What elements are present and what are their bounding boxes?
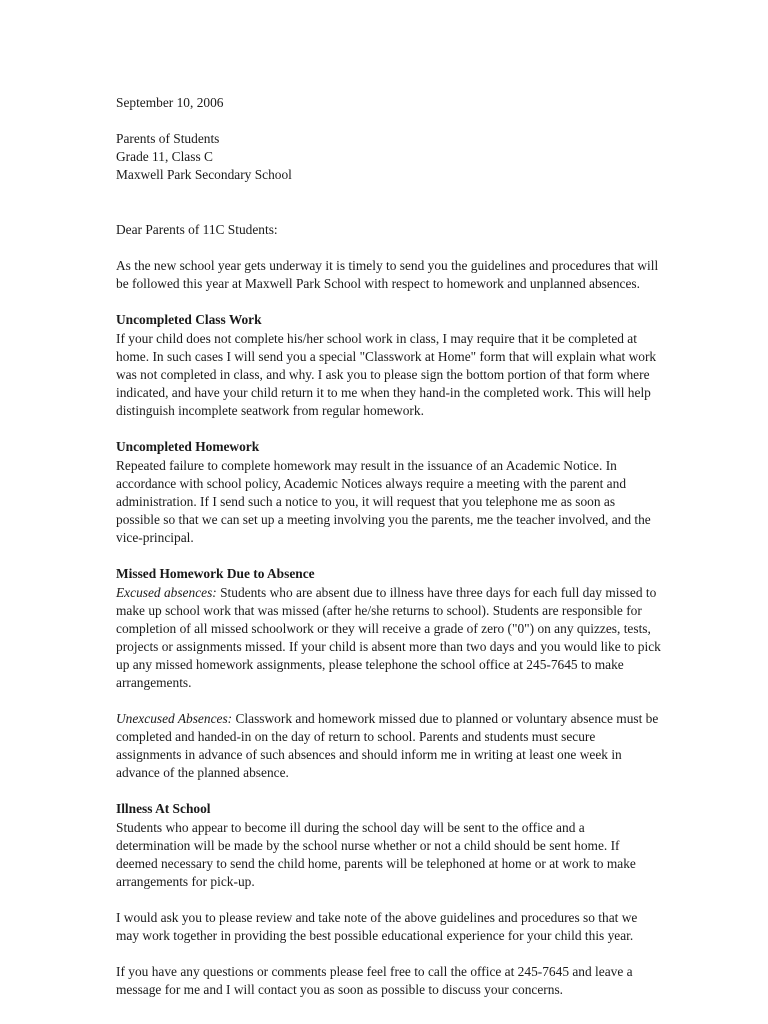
section-heading: Illness At School — [116, 801, 211, 816]
recipient-line: Maxwell Park Secondary School — [116, 167, 292, 182]
unexcused-absences-body: Classwork and homework missed due to planned or voluntary absence must be completed and handed-in on the day of return to school. Parents and students must secure assignments in advance of such absences and should inform me in writing at least one week in advance of the planned absence. — [116, 711, 659, 780]
section-heading: Uncompleted Class Work — [116, 312, 262, 327]
section-heading: Missed Homework Due to Absence — [116, 566, 315, 581]
section-body: Students who appear to become ill during the school day will be sent to the office and a determination will be made by the school nurse whether or not a child should be sent home. If deemed necessary to send the child home, parents will be telephoned at home or at work to make arrangements for pick-up. — [116, 820, 636, 889]
excused-absences-label: Excused absences: — [116, 585, 217, 600]
section-body: If your child does not complete his/her school work in class, I may require that it be completed at home. In such cases I will send you a special "Classwork at Home" form that will explain what work was not completed in class, and why. I ask you to please sign the bottom portion of that form where indicated, and have your child return it to me when they hand-in the completed work. This will help distinguish incomplete seatwork from regular homework. — [116, 331, 657, 418]
letter-date: September 10, 2006 — [116, 95, 224, 110]
section-unexcused-absences — [116, 710, 661, 782]
intro-paragraph: As the new school year gets underway it is timely to send you the guidelines and procedures that will be followed this year at Maxwell Park School with respect to homework and unplanned absences. — [116, 258, 659, 291]
unexcused-absences-label: Unexcused Absences: — [116, 711, 233, 726]
section-body: Repeated failure to complete homework may result in the issuance of an Academic Notice. In accordance with school policy, Academic Notices always require a meeting with the parent and administration. If I send such a notice to you, it will request that you telephone me as soon as possible so that we can set up a meeting involving you the parents, me the teacher involved, and the vice-principal. — [116, 458, 651, 545]
section-missed-homework-absence — [116, 565, 661, 692]
excused-absences-body: Students who are absent due to illness have three days for each full day missed to make up school work that was missed (after he/she returns to school). Students are responsible for completion of all missed schoolwork or they will receive a grade of zero ("0") on any quizzes, tests, projects or assignments missed. If your child is absent more than two days and you would like to pick up any missed homework assignments, please telephone the school office at 245-7645 to make arrangements. — [116, 585, 661, 690]
recipient-address — [116, 130, 661, 184]
section-heading: Uncompleted Homework — [116, 439, 260, 454]
closing-paragraph-contact: If you have any questions or comments please feel free to call the office at 245-7645 and leave a message for me and I will contact you as soon as possible to discuss your concerns. — [116, 964, 633, 997]
salutation: Dear Parents of 11C Students: — [116, 222, 278, 237]
recipient-line: Grade 11, Class C — [116, 149, 213, 164]
section-illness-at-school — [116, 800, 661, 891]
section-uncompleted-homework — [116, 438, 661, 547]
closing-paragraph-review: I would ask you to please review and take note of the above guidelines and procedures so that we may work together in providing the best possible educational experience for your child this year. — [116, 910, 638, 943]
section-uncompleted-classwork — [116, 311, 661, 420]
excused-absences-paragraph — [116, 584, 661, 692]
unexcused-absences-paragraph — [116, 710, 661, 782]
letter-page — [116, 94, 661, 1017]
recipient-line: Parents of Students — [116, 131, 220, 146]
